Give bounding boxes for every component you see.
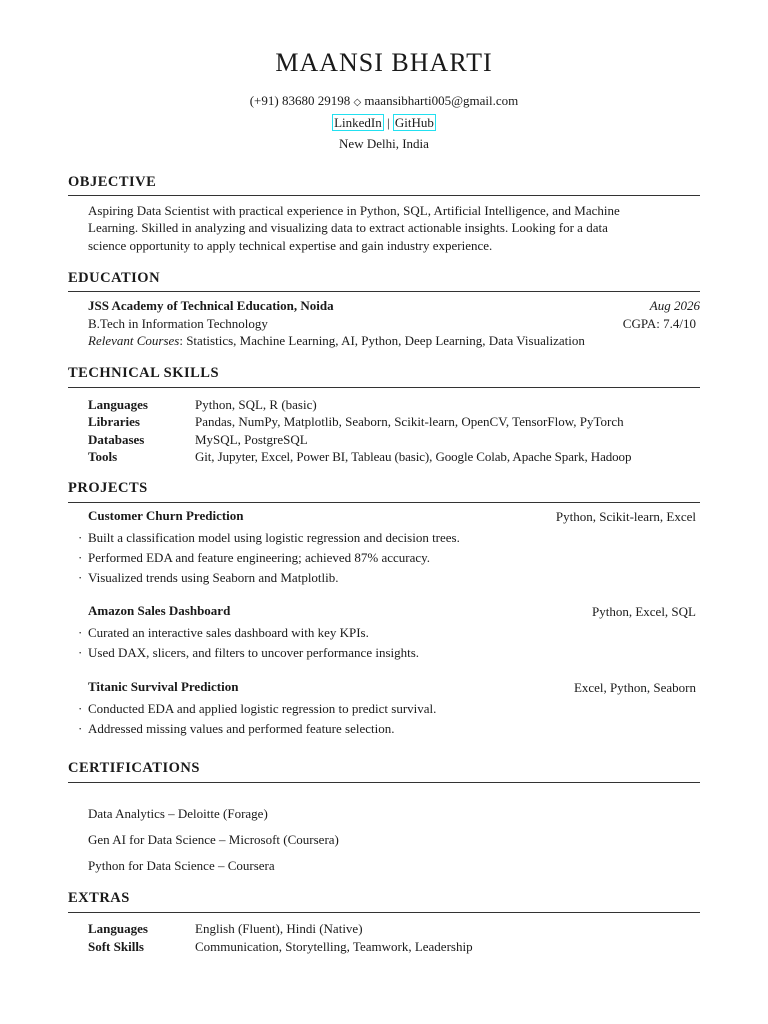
phone-number: (+91) 83680 29198 xyxy=(249,93,351,108)
link-divider: | xyxy=(387,115,390,130)
diamond-separator-icon: ◇ xyxy=(353,97,362,108)
section-title-certifications: CERTIFICATIONS xyxy=(68,760,200,776)
project-bullet xyxy=(78,701,436,717)
linkedin-link[interactable]: LinkedIn xyxy=(334,115,382,130)
certification-item: Python for Data Science – Coursera xyxy=(88,858,275,873)
courses-list: : Statistics, Machine Learning, AI, Python, Deep Learning, Data Visualization xyxy=(179,333,585,348)
extras-label-soft-skills: Soft Skills xyxy=(88,939,144,954)
bullet-dot-icon: · xyxy=(78,550,83,565)
extras-value-soft-skills: Communication, Storytelling, Teamwork, Leadership xyxy=(195,939,473,954)
project-tech: Python, Scikit-learn, Excel xyxy=(555,509,696,524)
objective-line: Aspiring Data Scientist with practical experience in Python, SQL, Artificial Intelligence, and Machine xyxy=(88,203,620,218)
section-divider xyxy=(68,195,700,196)
bullet-dot-icon: · xyxy=(78,530,83,545)
certification-item: Gen AI for Data Science – Microsoft (Coursera) xyxy=(88,832,339,847)
bullet-text: Performed EDA and feature engineering; achieved 87% accuracy. xyxy=(88,550,431,565)
section-divider xyxy=(68,782,700,783)
skill-value-databases: MySQL, PostgreSQL xyxy=(195,432,308,447)
project-name: Customer Churn Prediction xyxy=(88,508,244,523)
project-name: Titanic Survival Prediction xyxy=(88,679,239,694)
skill-value-tools: Git, Jupyter, Excel, Power BI, Tableau (basic), Google Colab, Apache Spark, Hadoop xyxy=(195,449,632,464)
institution-name: JSS Academy of Technical Education, Noida xyxy=(88,298,334,313)
email-address[interactable]: maansibharti005@gmail.com xyxy=(364,93,519,108)
section-title-technical-skills: TECHNICAL SKILLS xyxy=(68,365,220,381)
skill-label-languages: Languages xyxy=(88,397,148,412)
bullet-text: Curated an interactive sales dashboard with key KPIs. xyxy=(88,625,369,640)
objective-text xyxy=(88,202,708,254)
project-tech: Python, Excel, SQL xyxy=(592,604,696,619)
bullet-text: Built a classification model using logistic regression and decision trees. xyxy=(88,530,460,545)
cgpa: CGPA: 7.4/10 xyxy=(622,316,696,331)
project-bullet xyxy=(78,530,460,546)
section-divider xyxy=(68,502,700,503)
skill-value-languages: Python, SQL, R (basic) xyxy=(195,397,317,412)
project-bullet xyxy=(78,625,369,641)
bullet-dot-icon: · xyxy=(78,701,83,716)
project-bullet xyxy=(78,721,394,737)
profile-links xyxy=(0,115,768,131)
section-divider xyxy=(68,291,700,292)
extras-label-languages: Languages xyxy=(88,921,148,936)
bullet-text: Visualized trends using Seaborn and Matplotlib. xyxy=(88,570,339,585)
bullet-text: Addressed missing values and performed feature selection. xyxy=(88,721,395,736)
objective-line: Learning. Skilled in analyzing and visualizing data to extract actionable insights. Looking for a data xyxy=(88,220,608,236)
courses-label: Relevant Courses xyxy=(88,333,180,348)
bullet-dot-icon: · xyxy=(78,645,83,660)
location: New Delhi, India xyxy=(339,136,429,151)
project-bullet xyxy=(78,645,419,661)
project-tech: Excel, Python, Seaborn xyxy=(573,680,696,695)
bullet-text: Conducted EDA and applied logistic regression to predict survival. xyxy=(88,701,437,716)
relevant-courses xyxy=(88,332,585,349)
section-title-education: EDUCATION xyxy=(68,270,161,286)
bullet-dot-icon: · xyxy=(78,570,83,585)
candidate-name: MAANSI BHARTI xyxy=(275,48,493,77)
degree: B.Tech in Information Technology xyxy=(88,316,268,331)
objective-line: science opportunity to apply technical expertise and gain industry experience. xyxy=(88,237,493,253)
section-title-extras: EXTRAS xyxy=(68,890,130,906)
project-name: Amazon Sales Dashboard xyxy=(88,603,231,618)
section-title-projects: PROJECTS xyxy=(68,480,148,496)
skill-label-databases: Databases xyxy=(88,432,145,447)
certification-item: Data Analytics – Deloitte (Forage) xyxy=(88,806,268,821)
graduation-date: Aug 2026 xyxy=(649,298,700,313)
bullet-dot-icon: · xyxy=(78,625,83,640)
project-bullet xyxy=(78,570,339,586)
section-divider xyxy=(68,387,700,388)
skill-value-libraries: Pandas, NumPy, Matplotlib, Seaborn, Scikit-learn, OpenCV, TensorFlow, PyTorch xyxy=(195,414,624,429)
bullet-text: Used DAX, slicers, and filters to uncover performance insights. xyxy=(88,645,420,660)
bullet-dot-icon: · xyxy=(78,721,83,736)
project-bullet xyxy=(78,550,430,566)
section-title-objective: OBJECTIVE xyxy=(68,174,157,190)
github-link[interactable]: GitHub xyxy=(394,115,434,130)
skill-label-libraries: Libraries xyxy=(88,414,140,429)
extras-value-languages: English (Fluent), Hindi (Native) xyxy=(195,921,363,936)
contact-line xyxy=(0,93,768,109)
skill-label-tools: Tools xyxy=(88,449,118,464)
section-divider xyxy=(68,912,700,913)
